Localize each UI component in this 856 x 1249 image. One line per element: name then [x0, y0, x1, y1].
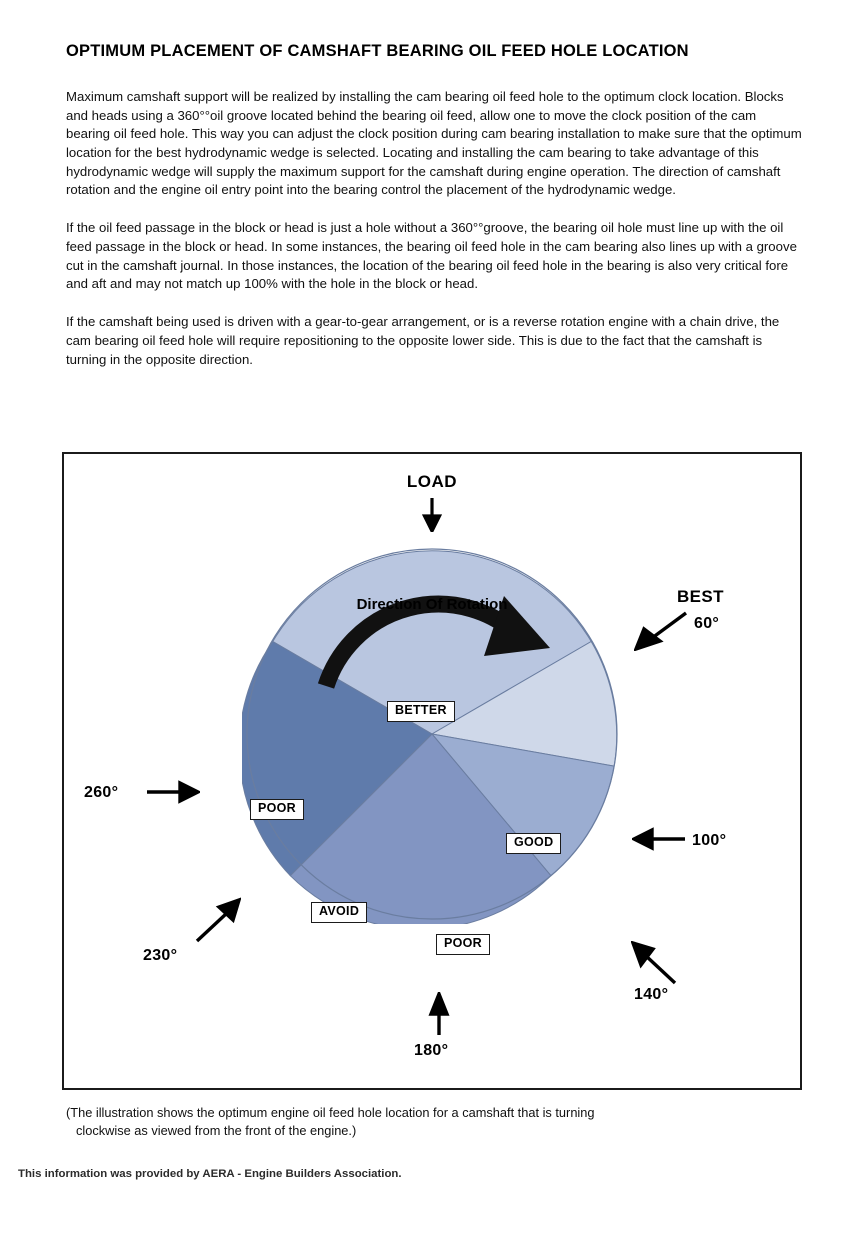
angle-label-100: 100° — [692, 832, 727, 849]
arrow-260-icon — [145, 779, 200, 807]
segment-tag-poor-right: POOR — [436, 934, 490, 955]
document-body — [66, 42, 802, 388]
angle-label-60: 60° — [694, 615, 720, 632]
arrow-140-icon — [631, 941, 679, 987]
best-label: BEST — [677, 587, 724, 606]
angle-label-230: 230° — [143, 947, 178, 964]
page-title: OPTIMUM PLACEMENT OF CAMSHAFT BEARING OIL FEED HOLE LOCATION — [66, 42, 689, 60]
paragraph-2: If the oil feed passage in the block or head is just a hole without a 360°°groove, the bearing oil hole must line up with the oil feed passage in the block or head. In some instances, the bearing oil feed hole in the cam bearing also lines up with a groove cut in the camshaft journal. In those instances, the location of the bearing oil feed hole in the bearing is also very critical fore and aft and may not match up 100% with the hole in the block or head. — [66, 220, 797, 292]
load-arrow-icon — [421, 498, 443, 532]
arrow-60-icon — [634, 609, 689, 651]
segment-tag-better: BETTER — [387, 701, 455, 722]
segment-tag-good: GOOD — [506, 833, 561, 854]
angle-label-140: 140° — [634, 986, 669, 1003]
figure-caption-line-1: (The illustration shows the optimum engine oil feed hole location for a camshaft that is turning — [66, 1105, 595, 1120]
figure-caption — [66, 1104, 766, 1140]
segment-tag-poor-left: POOR — [250, 799, 304, 820]
arrow-100-icon — [632, 826, 687, 854]
load-label: LOAD — [406, 472, 458, 491]
angle-label-260: 260° — [84, 784, 119, 801]
rotation-label: Direction Of Rotation — [356, 596, 508, 613]
segment-tag-avoid: AVOID — [311, 902, 367, 923]
paragraph-3: If the camshaft being used is driven with a gear-to-gear arrangement, or is a reverse rotation engine with a chain drive, the cam bearing oil feed hole will require repositioning to the opposite lower side. This is due to the fact that the camshaft is turning in the opposite direction. — [66, 314, 780, 367]
arrow-180-icon — [427, 992, 451, 1036]
footer-note: This information was provided by AERA - Engine Builders Association. — [18, 1168, 402, 1180]
paragraph-1: Maximum camshaft support will be realized by installing the cam bearing oil feed hole to the optimum clock location. Blocks and heads using a 360°°oil groove located behind the bearing oil feed, allow one to move the clock position of the cam bearing oil feed hole. This way you can adjust the clock position during cam bearing installation to make sure that the optimum location for the best hydrodynamic wedge is selected. Locating and installing the cam bearing to take advantage of this hydrodynamic wedge will supply the maximum support for the camshaft during engine operation. The direction of camshaft rotation and the engine oil entry point into the bearing control the placement of the hydrodynamic wedge. — [66, 88, 802, 198]
figure-container — [62, 452, 802, 1090]
angle-label-180: 180° — [414, 1042, 449, 1059]
figure-caption-line-2: clockwise as viewed from the front of the engine.) — [76, 1122, 357, 1138]
arrow-230-icon — [193, 897, 241, 943]
